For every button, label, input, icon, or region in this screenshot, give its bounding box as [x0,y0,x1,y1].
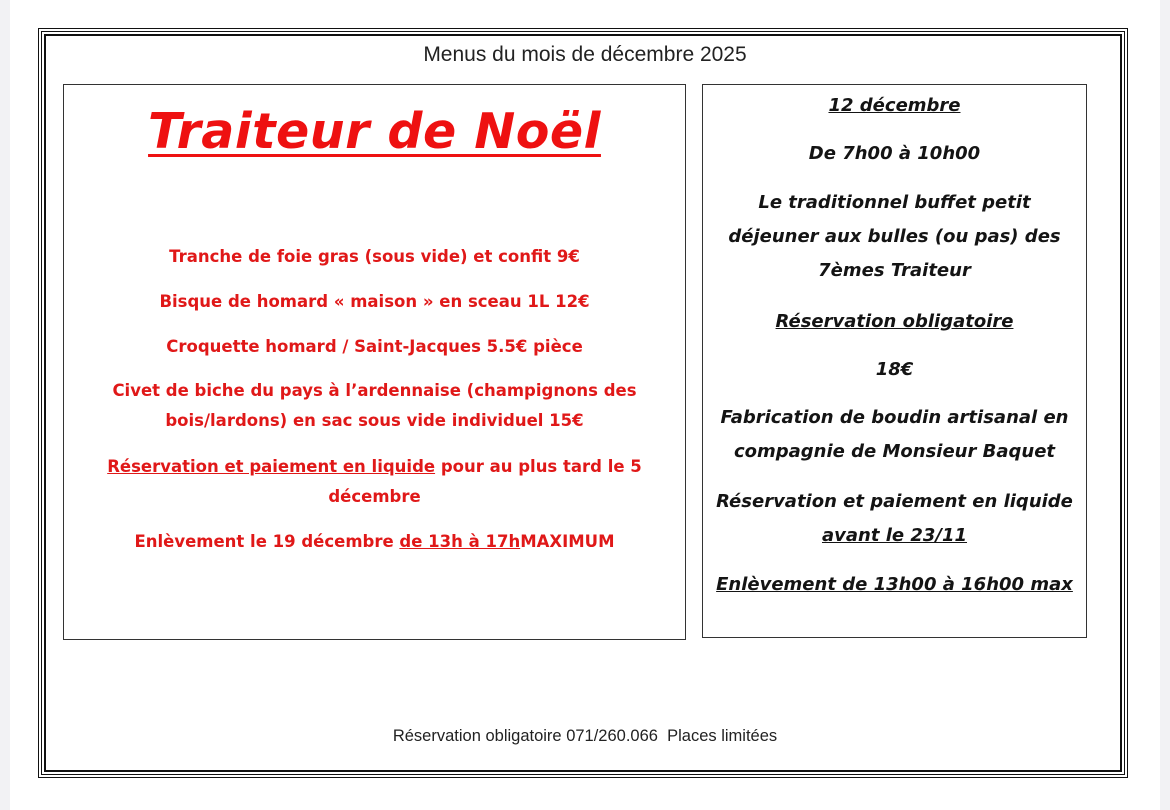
footer-contact: Réservation obligatoire 071/260.066 Places limitées [392,727,778,745]
pickup-note: Enlèvement le 19 décembre de 13h à 17hMAXIMUM [134,532,615,551]
traiteur-title: Traiteur de Noël [148,103,601,160]
menu-item: Tranche de foie gras (sous vide) et confit 9€ [169,247,580,266]
event-date: 12 décembre [828,95,961,116]
price: 18€ [875,359,914,380]
payment-note: Réservation et paiement en liquide avant le 23/11 [716,491,1073,546]
reservation-note: Réservation et paiement en liquide pour au plus tard le 5 décembre [107,457,642,506]
traiteur-noel-box [63,84,686,640]
page-heading: Menus du mois de décembre 2025 [423,43,747,66]
menu-item: Bisque de homard « maison » en sceau 1L 12€ [159,292,590,311]
boudin-description: Fabrication de boudin artisanal en compagnie de Monsieur Baquet [720,407,1069,462]
buffet-description: Le traditionnel buffet petit déjeuner aux bulles (ou pas) des 7èmes Traiteur [728,192,1061,281]
menu-item-civet: Civet de biche du pays à l’ardennaise (champignons des bois/lardons) en sac sous vide individuel 15€ [112,381,637,430]
pickup-time: Enlèvement de 13h00 à 16h00 max [716,574,1073,595]
reservation-required: Réservation obligatoire [775,311,1014,332]
buffet-box [702,84,1087,638]
event-hours: De 7h00 à 10h00 [808,143,981,164]
menu-item: Croquette homard / Saint-Jacques 5.5€ pièce [166,337,583,356]
